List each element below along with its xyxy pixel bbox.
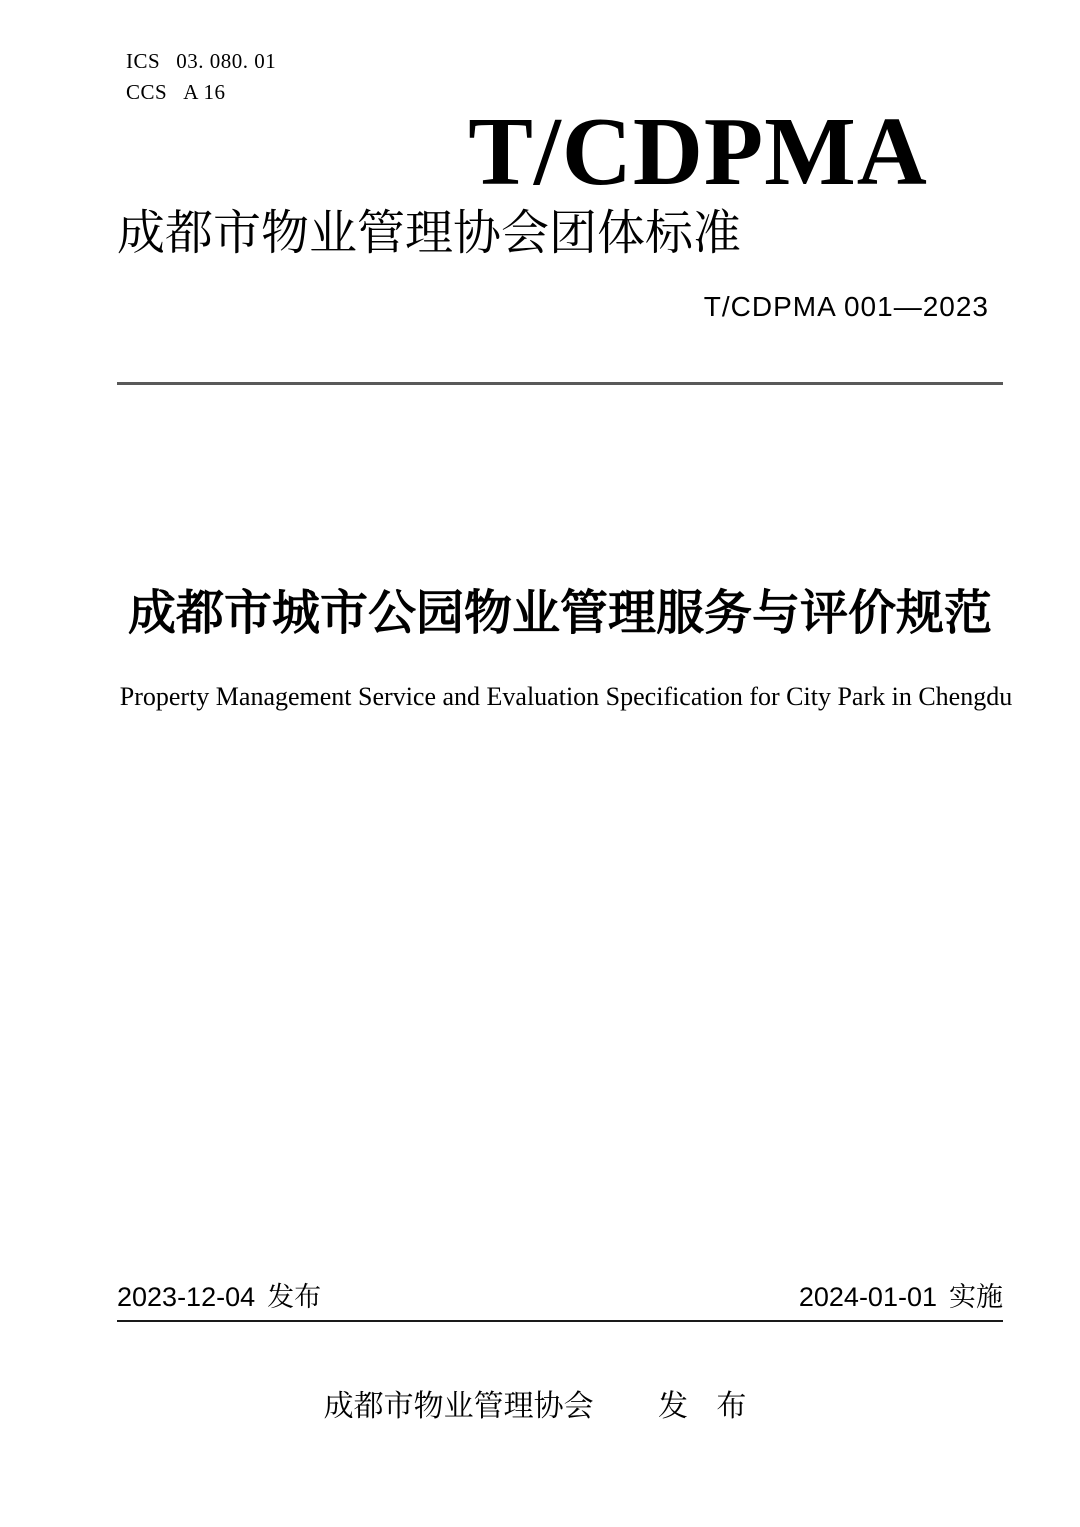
standard-number: T/CDPMA 001—2023: [703, 291, 989, 322]
classification-codes: [126, 46, 276, 108]
issue-date-pair: [117, 1280, 321, 1314]
document-title-zh: 成都市城市公园物业管理服务与评价规范: [127, 587, 992, 640]
dates-row: [117, 1280, 1003, 1314]
bottom-divider: [117, 1320, 1003, 1322]
publisher-row: [0, 1388, 1080, 1426]
issue-date: 2023-12-04: [117, 1282, 256, 1312]
ccs-code: A 16: [183, 80, 226, 104]
ics-label: ICS: [126, 49, 161, 73]
implementation-date: 2024-01-01: [798, 1282, 937, 1312]
organization-code: T/CDPMA: [468, 98, 928, 205]
implementation-label: 实施: [949, 1282, 1003, 1312]
publisher-name: 成都市物业管理协会: [323, 1390, 594, 1423]
ccs-label: CCS: [126, 80, 168, 104]
publish-label: 发 布: [658, 1390, 757, 1423]
ccs-line: [126, 77, 276, 108]
implementation-date-pair: [799, 1280, 1003, 1314]
top-divider: [117, 382, 1003, 385]
issue-label: 发布: [267, 1282, 322, 1312]
ics-code: 03. 080. 01: [176, 49, 277, 73]
organization-standard-title: 成都市物业管理协会团体标准: [117, 207, 742, 260]
document-title-en: Property Management Service and Evaluation Specification for City Park in Chengdu: [119, 682, 1013, 711]
ics-line: [126, 46, 276, 77]
